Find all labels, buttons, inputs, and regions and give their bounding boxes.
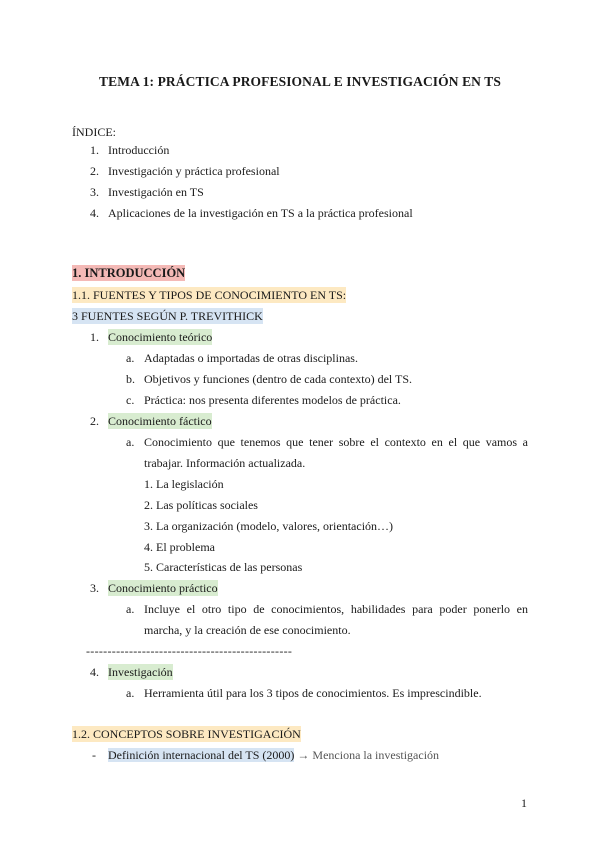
list-item-letter: a. — [126, 686, 135, 700]
sub-list-item: 3. La organización (modelo, valores, orientación…) — [144, 519, 394, 533]
subsection-heading-conceptos: 1.2. CONCEPTOS SOBRE INVESTIGACIÓN — [72, 727, 301, 741]
index-item-num: 4. — [90, 206, 99, 220]
knowledge-investigacion-label: Investigación — [108, 665, 173, 679]
sources-heading: 3 FUENTES SEGÚN P. TREVITHICK — [72, 309, 263, 323]
knowledge-num: 3. — [90, 581, 99, 595]
sub-list-item: 2. Las políticas sociales — [144, 498, 258, 512]
list-item-letter: a. — [126, 351, 135, 365]
knowledge-teorico-label: Conocimiento teórico — [108, 330, 213, 344]
list-item-letter: a. — [126, 602, 135, 616]
list-item-letter: b. — [126, 372, 135, 386]
list-item: Práctica: nos presenta diferentes modelos de práctica. — [144, 393, 401, 407]
sub-list-item: 5. Características de las personas — [144, 560, 303, 574]
index-item: Aplicaciones de la investigación en TS a la práctica profesional — [108, 206, 413, 220]
knowledge-num: 1. — [90, 330, 99, 344]
page-number: 1 — [521, 796, 527, 810]
index-item-num: 1. — [90, 143, 99, 157]
list-item-continuation: marcha, y la creación de ese conocimiento. — [144, 623, 351, 637]
list-item: Conocimiento que tenemos que tener sobre el contexto en el que vamos a — [144, 435, 528, 449]
index-heading: ÍNDICE: — [72, 125, 116, 139]
list-item: Incluye el otro tipo de conocimientos, habilidades para poder ponerlo en — [144, 602, 528, 616]
index-item: Investigación en TS — [108, 185, 204, 199]
knowledge-factico-label: Conocimiento fáctico — [108, 414, 212, 428]
document-title: TEMA 1: PRÁCTICA PROFESIONAL E INVESTIGACIÓN EN TS — [99, 74, 501, 89]
list-item-letter: c. — [126, 393, 135, 407]
list-item-letter: a. — [126, 435, 135, 449]
concept-rest: → Menciona la investigación — [297, 748, 440, 762]
index-item-num: 3. — [90, 185, 99, 199]
list-item: Herramienta útil para los 3 tipos de conocimientos. Es imprescindible. — [144, 686, 482, 700]
knowledge-num: 2. — [90, 414, 99, 428]
index-item: Introducción — [108, 143, 170, 157]
sub-list-item: 1. La legislación — [144, 477, 224, 491]
list-item: Adaptadas o importadas de otras disciplinas. — [144, 351, 358, 365]
knowledge-num: 4. — [90, 665, 99, 679]
index-item: Investigación y práctica profesional — [108, 164, 280, 178]
knowledge-practico-label: Conocimiento práctico — [108, 581, 218, 595]
subsection-heading-fuentes: 1.1. FUENTES Y TIPOS DE CONOCIMIENTO EN TS: — [72, 288, 347, 302]
index-item-num: 2. — [90, 164, 99, 178]
bullet-dash: - — [92, 748, 96, 762]
list-item-continuation: trabajar. Información actualizada. — [144, 456, 306, 470]
list-item: Objetivos y funciones (dentro de cada contexto) del TS. — [144, 372, 413, 386]
concept-highlight: Definición internacional del TS (2000) — [108, 748, 295, 762]
concept-line — [108, 747, 439, 763]
separator-line: ------------------------------------------------ — [86, 644, 293, 658]
sub-list-item: 4. El problema — [144, 540, 215, 554]
section-heading-introduccion: 1. INTRODUCCIÓN — [72, 266, 186, 280]
